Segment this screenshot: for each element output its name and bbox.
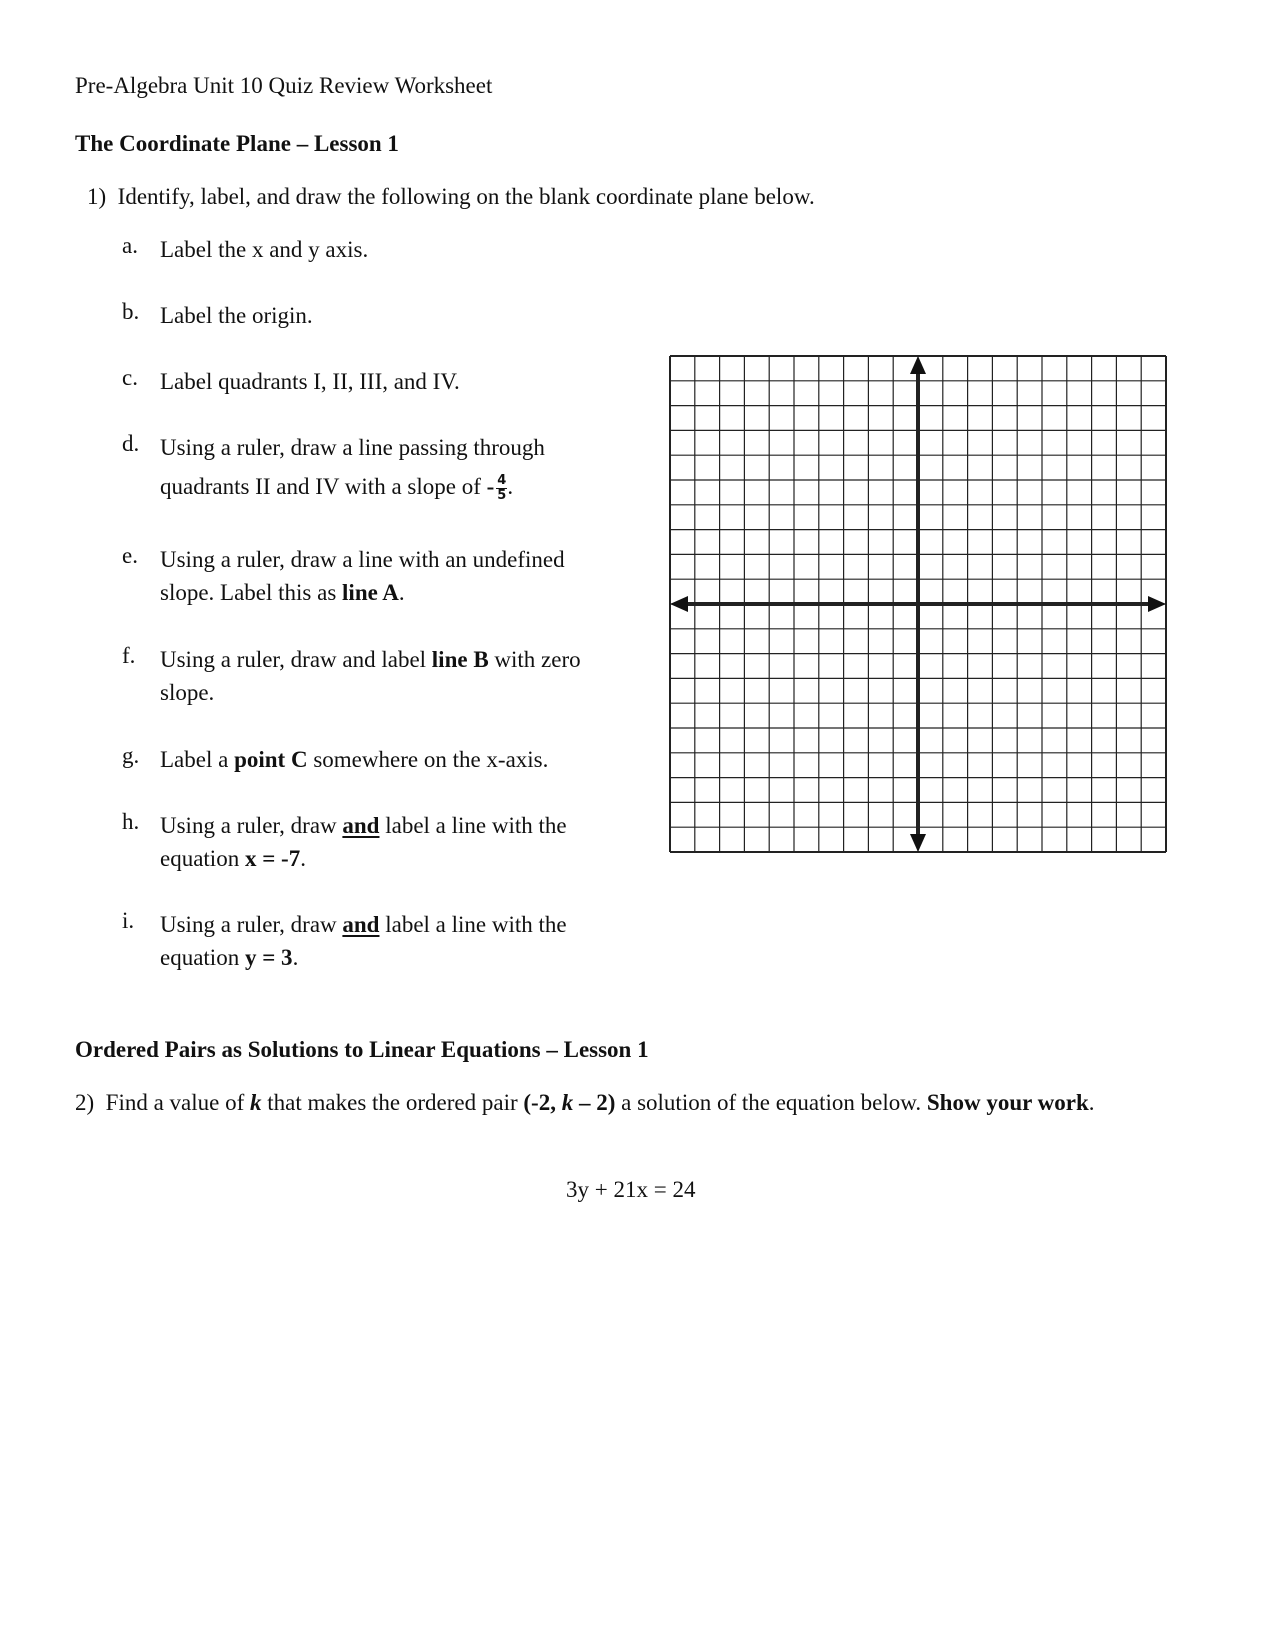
item-line (160, 643, 581, 676)
coordinate-plane (668, 354, 1168, 854)
question-text: a solution of the equation below. (615, 1090, 927, 1115)
item-line-text: Using a ruler, draw and label (160, 647, 432, 672)
y-axis-arrow-down (910, 834, 926, 852)
equation: 3y + 21x = 24 (566, 1177, 696, 1202)
item-line-text: Label a (160, 747, 235, 772)
line-b-label: line B (431, 647, 489, 672)
item-letter: b. (122, 299, 140, 324)
item-letter: c. (122, 365, 138, 390)
question-prompt: Identify, label, and draw the following on the blank coordinate plane below. (117, 184, 815, 209)
item-line-text: equation (160, 846, 245, 871)
emphasis-and: and (342, 813, 380, 838)
item-line-text: with zero (488, 647, 581, 672)
y-axis-arrow-up (910, 356, 926, 374)
show-work-instruction: Show your work (926, 1090, 1089, 1115)
item-letter: d. (122, 431, 140, 456)
item-line (160, 576, 565, 609)
item-letter: h. (122, 809, 140, 834)
item-line (160, 809, 567, 842)
item-text: Label the x and y axis. (160, 237, 369, 262)
section-heading-coordinate-plane: The Coordinate Plane – Lesson 1 (75, 131, 399, 156)
equation-label: y = 3 (244, 945, 293, 970)
item-line: slope. (160, 680, 215, 705)
question-period: . (1088, 1090, 1095, 1115)
question-number: 1) (87, 184, 107, 209)
item-period: . (507, 474, 514, 499)
item-period: . (292, 945, 299, 970)
item-text (160, 743, 548, 776)
item-letter: f. (122, 643, 136, 668)
variable-k: k (561, 1090, 574, 1115)
section-heading-ordered-pairs: Ordered Pairs as Solutions to Linear Equations – Lesson 1 (75, 1037, 649, 1062)
item-letter: a. (122, 233, 138, 258)
ordered-pair-open: (-2, (523, 1090, 562, 1115)
point-c-label: point C (234, 747, 308, 772)
item-line-text: Using a ruler, draw (160, 912, 343, 937)
item-text: Label the origin. (160, 303, 313, 328)
fraction-numerator: 4 (497, 473, 507, 489)
item-text: Label quadrants I, II, III, and IV. (160, 369, 460, 394)
ordered-pair-close: – 2) (573, 1090, 616, 1115)
item-line-text: equation (160, 945, 245, 970)
worksheet-title: Pre-Algebra Unit 10 Quiz Review Worksheet (75, 73, 493, 98)
item-line (160, 842, 567, 875)
item-letter: i. (122, 908, 135, 933)
item-line-text: slope. Label this as (160, 580, 343, 605)
item-text (160, 908, 567, 974)
item-line-text: somewhere on the x-axis. (307, 747, 549, 772)
item-text (160, 431, 545, 503)
item-text (160, 809, 567, 875)
item-letter: e. (122, 543, 138, 568)
slope-sign: - (486, 474, 495, 499)
x-axis-arrow-right (1148, 596, 1166, 612)
item-line-text: label a line with the (379, 912, 567, 937)
item-period: . (300, 846, 306, 871)
x-axis-arrow-left (670, 596, 688, 612)
item-text (160, 643, 581, 709)
ordered-pair (523, 1090, 615, 1115)
variable-k: k (250, 1090, 262, 1115)
item-text (160, 543, 565, 609)
fraction-denominator: 5 (497, 488, 507, 504)
slope-fraction (496, 474, 507, 503)
item-line (160, 941, 567, 974)
item-line-text: quadrants II and IV with a slope of (160, 474, 487, 499)
item-line-text: label a line with the (379, 813, 567, 838)
question-text: Find a value of (105, 1090, 251, 1115)
item-line: Using a ruler, draw a line passing through (160, 435, 545, 460)
item-letter: g. (122, 743, 140, 768)
item-line (160, 470, 545, 503)
item-line: Using a ruler, draw a line with an undefined (160, 547, 565, 572)
equation-label: x = -7 (244, 846, 301, 871)
item-period: . (398, 580, 405, 605)
item-line-text: Using a ruler, draw (160, 813, 343, 838)
item-line (160, 908, 567, 941)
question-number: 2) (75, 1090, 95, 1115)
line-a-label: line A (342, 580, 399, 605)
question-text: that makes the ordered pair (261, 1090, 524, 1115)
question-1 (87, 184, 815, 210)
emphasis-and: and (342, 912, 380, 937)
question-2 (75, 1090, 1095, 1116)
